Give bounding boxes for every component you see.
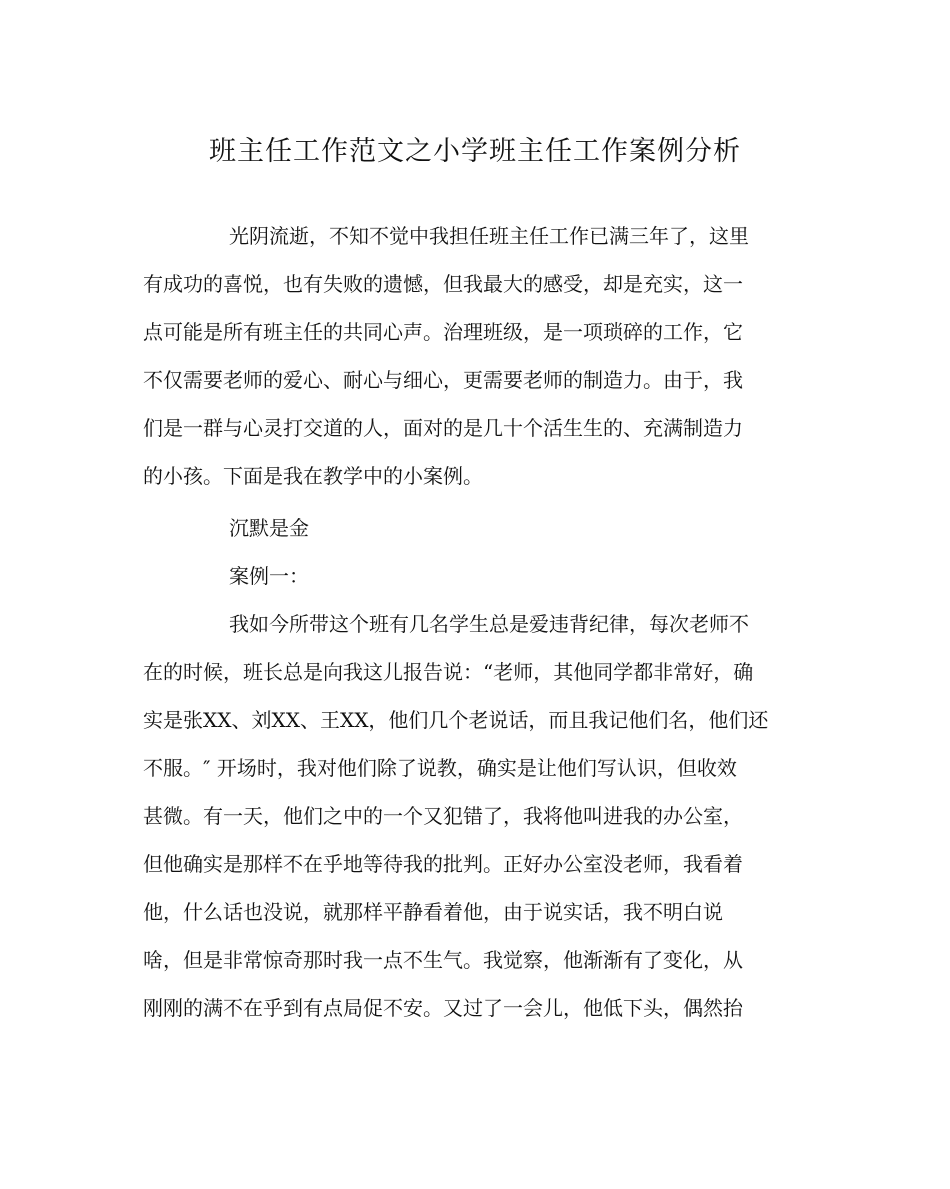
document-title: 班主任工作范文之小学班主任工作案例分析 — [209, 136, 741, 167]
case-heading: 案例一： — [229, 564, 309, 588]
paragraph-line: 刚刚的满不在乎到有点局促不安。又过了一会儿，他低下头，偶然抬 — [143, 996, 743, 1020]
paragraph-line: 我如今所带这个班有几名学生总是爱违背纪律，每次老师不 — [229, 612, 749, 636]
paragraph-line: 不服。″ 开场时，我对他们除了说教，确实是让他们写认识，但收效 — [143, 756, 737, 780]
paragraph-line: 点可能是所有班主任的共同心声。治理班级，是一项琐碎的工作，它 — [143, 320, 743, 344]
paragraph-line: 他，什么话也没说，就那样平静看着他，由于说实话，我不明白说 — [143, 900, 723, 924]
paragraph-line: 但他确实是那样不在乎地等待我的批判。正好办公室没老师，我看着 — [143, 852, 743, 876]
paragraph-line: 们是一群与心灵打交道的人，面对的是几十个活生生的、充满制造力 — [143, 416, 743, 440]
paragraph-line: 啥，但是非常惊奇那时我一点不生气。我觉察，他渐渐有了变化，从 — [143, 948, 743, 972]
paragraph-line: 的小孩。下面是我在教学中的小案例。 — [143, 464, 483, 488]
paragraph-line: 光阴流逝，不知不觉中我担任班主任工作已满三年了，这里 — [229, 224, 749, 248]
paragraph-line: 不仅需要老师的爱心、耐心与细心，更需要老师的制造力。由于，我 — [143, 368, 743, 392]
paragraph-line: 实是张XX、刘XX、王XX，他们几个老说话，而且我记他们名，他们还 — [143, 708, 769, 732]
section-heading: 沉默是金 — [229, 516, 309, 540]
paragraph-line: 在的时候，班长总是向我这儿报告说：“老师，其他同学都非常好，确 — [143, 660, 754, 684]
paragraph-line: 甚微。有一天，他们之中的一个又犯错了，我将他叫进我的办公室， — [143, 804, 743, 828]
paragraph-line: 有成功的喜悦，也有失败的遗憾，但我最大的感受，却是充实，这一 — [143, 272, 743, 296]
